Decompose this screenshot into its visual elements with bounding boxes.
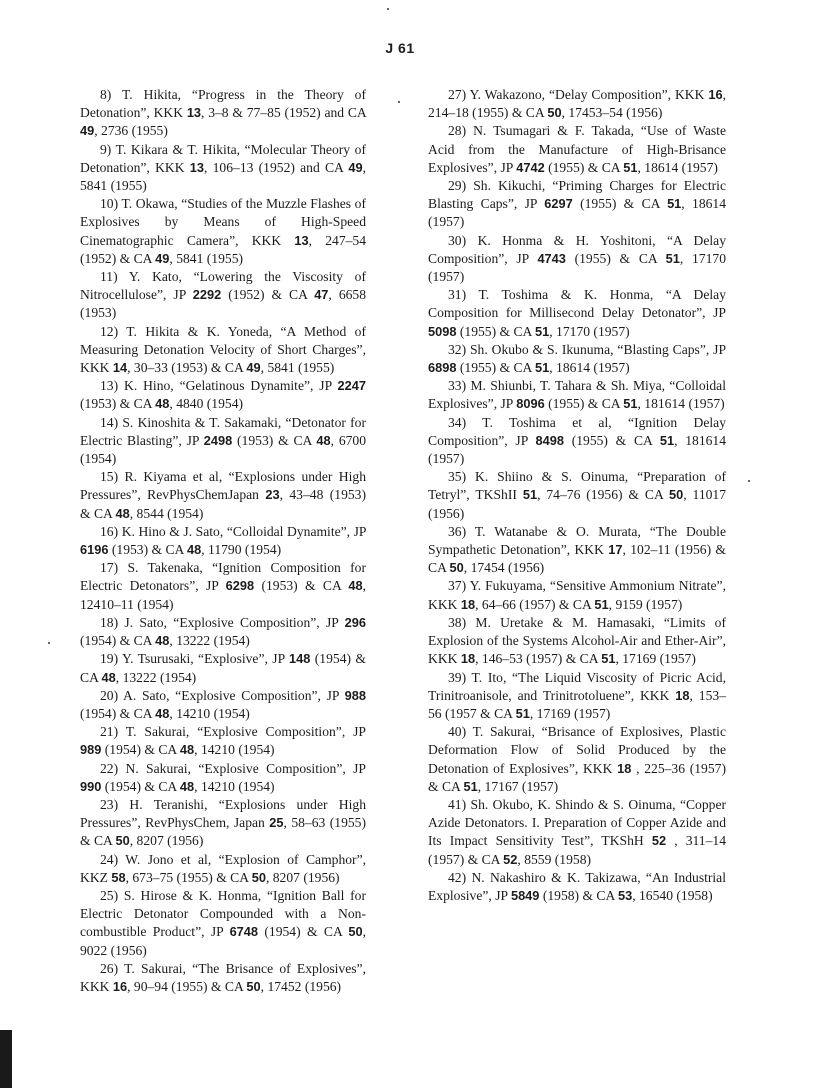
reference-text: 41) Sh. Okubo, K. Shindo & S. Oinuma, “Copper Azide Detonators. I. Preparation of Copper Azide and Its Impact Sensitivity Test”, TKShH <box>428 796 726 849</box>
volume-number: 296 <box>344 614 366 630</box>
reference-text: , 214–18 (1955) & CA <box>428 87 726 121</box>
reference-text: 36) T. Watanabe & O. Murata, “The Double Sympathetic Detonation”, KKK <box>428 523 726 558</box>
reference-text: , 11017 (1956) <box>428 487 727 521</box>
reference-text: , 16540 (1958) <box>632 887 713 903</box>
reference-text: , 17454 (1956) <box>463 560 545 576</box>
reference-entry <box>80 141 366 196</box>
reference-text: , 8207 (1956) <box>129 833 204 849</box>
volume-number: 50 <box>115 833 130 849</box>
volume-number: 8096 <box>516 396 545 412</box>
volume-number: 2292 <box>192 287 222 303</box>
reference-text: 24) W. Jono et al, “Explosion of Camphor”, KKZ <box>80 851 366 885</box>
reference-text: , 153–56 (1957 & CA <box>428 687 726 721</box>
reference-text: , 8207 (1956) <box>265 869 340 885</box>
reference-entry <box>80 650 366 686</box>
reference-text: 31) T. Toshima & K. Honma, “A Delay Composition for Millisecond Delay Detonator”, JP <box>428 287 726 321</box>
reference-entry <box>80 559 366 614</box>
reference-entry <box>80 851 366 887</box>
volume-number: 48 <box>155 396 170 412</box>
reference-text: 40) T. Sakurai, “Brisance of Explosives, Plastic Deformation Flow of Solid Produced by the Detonation of Explosives”, KKK <box>428 724 726 776</box>
reference-text: , 146–53 (1957) & CA <box>475 651 602 667</box>
reference-entry <box>428 286 726 341</box>
reference-text: 11) Y. Kato, “Lowering the Viscosity of Nitrocellulose”, JP <box>80 269 366 303</box>
volume-number: 51 <box>535 323 550 339</box>
reference-text: , 64–66 (1957) & CA <box>475 596 595 612</box>
reference-text: (1955) & CA <box>456 323 536 339</box>
volume-number: 51 <box>601 651 616 667</box>
reference-text: 21) T. Sakurai, “Explosive Composition”, JP <box>100 724 366 740</box>
scan-speck <box>748 480 750 482</box>
reference-text: , 18614 (1957) <box>549 360 630 376</box>
volume-number: 6196 <box>80 542 109 558</box>
reference-entry <box>80 414 366 469</box>
reference-entry <box>80 960 366 996</box>
reference-text: , 14210 (1954) <box>169 705 250 721</box>
reference-text: , 74–76 (1956) & CA <box>537 487 669 503</box>
reference-text: 37) Y. Fukuyama, “Sensitive Ammonium Nitrate”, KKK <box>428 578 726 612</box>
volume-number: 5098 <box>428 323 457 339</box>
reference-text: (1954) & CA <box>101 778 180 794</box>
references-right-column <box>428 86 726 905</box>
volume-number: 988 <box>344 687 366 703</box>
volume-number: 48 <box>348 578 363 594</box>
volume-number: 50 <box>668 487 684 503</box>
volume-number: 47 <box>314 287 329 303</box>
volume-number: 13 <box>294 232 309 248</box>
volume-number: 48 <box>179 742 195 758</box>
reference-text: 9) T. Kikara & T. Hikita, “Molecular Theory of Detonation”, KKK <box>80 141 366 175</box>
reference-entry <box>80 523 366 559</box>
reference-text: 32) Sh. Okubo & S. Ikunuma, “Blasting Caps”, JP <box>448 341 726 357</box>
volume-number: 51 <box>535 360 550 376</box>
reference-entry <box>80 268 366 323</box>
reference-text: , 30–33 (1953) & CA <box>127 360 247 376</box>
reference-text: , 12410–11 (1954) <box>80 578 366 612</box>
reference-text: 30) K. Honma & H. Yoshitoni, “A Delay Composition”, JP <box>428 232 726 266</box>
reference-text: 25) S. Hirose & K. Honma, “Ignition Ball for Electric Detonator Compounded with a Non-combustible Product”, JP <box>80 887 366 940</box>
volume-number: 4743 <box>537 250 566 266</box>
volume-number: 18 <box>460 596 476 612</box>
volume-number: 148 <box>289 651 311 667</box>
volume-number: 4742 <box>516 159 545 175</box>
reference-text: , 3–8 & 77–85 (1952) and CA <box>201 105 366 121</box>
reference-entry <box>428 723 726 796</box>
reference-entry <box>428 414 726 469</box>
reference-entry <box>80 195 366 268</box>
reference-text: , 247–54 (1952) & CA <box>80 232 367 266</box>
reference-text: , 9022 (1956) <box>80 924 366 958</box>
volume-number: 48 <box>187 542 202 558</box>
reference-text: (1954) & CA <box>101 742 180 758</box>
volume-number: 58 <box>111 869 126 885</box>
reference-text: 13) K. Hino, “Gelatinous Dynamite”, JP <box>100 378 338 394</box>
volume-number: 989 <box>80 742 102 758</box>
reference-text: 12) T. Hikita & K. Yoneda, “A Method of Measuring Detonation Velocity of Short Charges”, KKK <box>80 323 366 376</box>
reference-text: (1953) & CA <box>80 396 156 412</box>
volume-number: 16 <box>708 87 723 102</box>
reference-text: (1955) & CA <box>544 396 624 412</box>
reference-text: 35) K. Shiino & S. Oinuma, “Preparation of Tetryl”, TKShII <box>428 469 726 503</box>
reference-text: , 6700 (1954) <box>80 432 367 467</box>
volume-number: 50 <box>348 924 363 940</box>
reference-text: 14) S. Kinoshita & T. Sakamaki, “Detonator for Electric Blasting”, JP <box>80 414 366 448</box>
reference-text: , 11790 (1954) <box>201 542 282 558</box>
volume-number: 49 <box>348 159 363 175</box>
reference-text: , 17452 (1956) <box>260 978 342 994</box>
reference-text: , 13222 (1954) <box>115 669 197 685</box>
reference-entry <box>80 796 366 851</box>
reference-text: 42) N. Nakashiro & K. Takizawa, “An Industrial Explosive”, JP <box>428 869 726 903</box>
reference-entry <box>428 232 726 287</box>
volume-number: 48 <box>316 432 331 448</box>
reference-entry <box>428 177 726 232</box>
reference-text: 18) J. Sato, “Explosive Composition”, JP <box>100 614 345 630</box>
reference-text: , 2736 (1955) <box>94 123 168 139</box>
reference-text: 15) R. Kiyama et al, “Explosions under High Pressures”, RevPhysChemJapan <box>80 469 366 503</box>
reference-text: 26) T. Sakurai, “The Brisance of Explosives”, KKK <box>80 960 366 994</box>
volume-number: 48 <box>155 705 170 721</box>
reference-entry <box>428 669 726 724</box>
volume-number: 5849 <box>510 887 540 903</box>
volume-number: 50 <box>246 978 261 994</box>
reference-entry <box>80 377 366 413</box>
reference-text: 27) Y. Wakazono, “Delay Composition”, KKK <box>448 87 709 102</box>
reference-text: 29) Sh. Kikuchi, “Priming Charges for Electric Blasting Caps”, JP <box>428 178 726 212</box>
volume-number: 48 <box>155 633 170 649</box>
reference-text: , 5841 (1955) <box>80 159 366 194</box>
volume-number: 51 <box>463 778 478 794</box>
volume-number: 23 <box>265 487 280 503</box>
reference-text: (1954) & CA <box>80 651 366 685</box>
volume-number: 6748 <box>229 924 259 940</box>
reference-text: (1952) & CA <box>221 287 315 303</box>
reference-text: , 5841 (1955) <box>169 250 244 266</box>
page-header: J 61 <box>385 40 415 56</box>
volume-number: 25 <box>269 815 284 831</box>
reference-text: (1954) & CA <box>258 924 349 940</box>
volume-number: 49 <box>246 360 261 376</box>
volume-number: 51 <box>667 196 682 212</box>
reference-text: , 8544 (1954) <box>129 505 204 521</box>
reference-text: 28) N. Tsumagari & F. Takada, “Use of Waste Acid from the Manufacture of High-Brisance Explosives”, JP <box>428 123 726 175</box>
reference-text: , 4840 (1954) <box>169 396 244 412</box>
volume-number: 50 <box>449 560 464 576</box>
volume-number: 51 <box>623 396 638 412</box>
volume-number: 48 <box>179 778 195 794</box>
volume-number: 48 <box>101 669 116 685</box>
reference-entry <box>428 377 726 413</box>
reference-text: , 14210 (1954) <box>194 778 275 794</box>
reference-text: 8) T. Hikita, “Progress in the Theory of Detonation”, KKK <box>80 87 366 121</box>
volume-number: 6298 <box>225 578 255 594</box>
volume-number: 48 <box>115 505 130 521</box>
reference-text: , 43–48 (1953) & CA <box>80 487 366 521</box>
references-left-column <box>80 86 366 996</box>
reference-text: (1954) & CA <box>80 633 156 649</box>
volume-number: 17 <box>608 542 623 558</box>
reference-text: , 13222 (1954) <box>169 633 250 649</box>
reference-text: 34) T. Toshima et al, “Ignition Delay Composition”, JP <box>428 414 726 448</box>
reference-text: , 14210 (1954) <box>194 742 275 758</box>
reference-entry <box>428 341 726 377</box>
reference-text: (1955) & CA <box>456 360 536 376</box>
volume-number: 49 <box>80 123 95 139</box>
scan-edge-bar <box>0 1030 12 1088</box>
reference-text: , 17169 (1957) <box>615 651 696 667</box>
volume-number: 2498 <box>203 432 233 448</box>
reference-text: 38) M. Uretake & M. Hamasaki, “Limits of Explosion of the Systems Alcohol-Air and Ether-Air”, KKK <box>428 614 726 667</box>
volume-number: 51 <box>665 250 680 266</box>
reference-text: (1953) & CA <box>232 432 317 448</box>
reference-text: , 102–11 (1956) & CA <box>428 542 727 576</box>
reference-text: , 181614 (1957) <box>428 432 727 467</box>
reference-text: , 17170 (1957) <box>428 250 726 285</box>
reference-entry <box>428 468 726 523</box>
reference-entry <box>428 577 726 613</box>
reference-text: , 90–94 (1955) & CA <box>127 978 247 994</box>
volume-number: 51 <box>623 159 638 175</box>
scan-speck <box>48 642 50 644</box>
volume-number: 52 <box>651 833 667 849</box>
volume-number: 13 <box>186 105 202 121</box>
reference-text: , 181614 (1957) <box>637 396 725 412</box>
reference-text: , 9159 (1957) <box>608 596 683 612</box>
reference-text: 16) K. Hino & J. Sato, “Colloidal Dynamite”, JP <box>100 523 366 539</box>
volume-number: 990 <box>80 778 102 794</box>
volume-number: 6898 <box>428 360 457 376</box>
reference-text: 22) N. Sakurai, “Explosive Composition”, JP <box>100 760 366 776</box>
reference-entry <box>428 869 726 905</box>
reference-entry <box>80 614 366 650</box>
reference-text: , 17453–54 (1956) <box>561 105 663 121</box>
reference-entry <box>80 760 366 796</box>
reference-text: , 6658 (1953) <box>80 287 367 321</box>
reference-text: 19) Y. Tsurusaki, “Explosive”, JP <box>100 651 290 667</box>
reference-text: , 311–14 (1957) & CA <box>428 833 726 867</box>
reference-entry <box>80 887 366 960</box>
reference-text: , 17169 (1957) <box>529 705 611 721</box>
scan-speck <box>398 101 400 103</box>
volume-number: 51 <box>522 487 538 503</box>
volume-number: 52 <box>503 851 518 867</box>
reference-text: , 106–13 (1952) and CA <box>204 159 349 175</box>
reference-text: , 225–36 (1957) & CA <box>428 760 726 794</box>
volume-number: 49 <box>155 250 170 266</box>
volume-number: 2247 <box>337 378 366 394</box>
reference-entry <box>428 523 726 578</box>
reference-text: , 8559 (1958) <box>517 851 592 867</box>
reference-text: 10) T. Okawa, “Studies of the Muzzle Flashes of Explosives by Means of High-Speed Cinematographic Camera”, KKK <box>80 196 366 248</box>
reference-text: (1953) & CA <box>254 578 349 594</box>
reference-text: (1955) & CA <box>572 196 668 212</box>
reference-text: 23) H. Teranishi, “Explosions under High Pressures”, RevPhysChem, Japan <box>80 796 366 831</box>
reference-text: 20) A. Sato, “Explosive Composition”, JP <box>100 687 345 703</box>
reference-entry <box>80 323 366 378</box>
scan-speck <box>387 8 389 10</box>
reference-text: (1954) & CA <box>80 705 156 721</box>
reference-text: (1955) & CA <box>565 250 666 266</box>
volume-number: 51 <box>594 596 609 612</box>
reference-entry <box>80 468 366 523</box>
volume-number: 6297 <box>544 196 573 212</box>
reference-entry <box>428 86 726 122</box>
reference-entry <box>80 687 366 723</box>
reference-text: , 5841 (1955) <box>260 360 335 376</box>
reference-text: (1958) & CA <box>539 887 618 903</box>
reference-entry <box>428 122 726 177</box>
reference-text: 39) T. Ito, “The Liquid Viscosity of Picric Acid, Trinitroanisole, and Trinitrotoluene”, KKK <box>428 669 726 703</box>
volume-number: 18 <box>675 687 690 703</box>
reference-text: , 673–75 (1955) & CA <box>125 869 252 885</box>
reference-text: , 17167 (1957) <box>477 778 559 794</box>
volume-number: 50 <box>547 105 562 121</box>
volume-number: 16 <box>112 978 128 994</box>
reference-entry <box>428 796 726 869</box>
volume-number: 18 <box>617 760 632 776</box>
volume-number: 13 <box>189 159 204 175</box>
volume-number: 50 <box>251 869 266 885</box>
reference-text: (1955) & CA <box>563 432 660 448</box>
reference-text: , 18614 (1957) <box>637 159 718 175</box>
volume-number: 51 <box>515 705 530 721</box>
reference-text: (1953) & CA <box>108 542 188 558</box>
volume-number: 18 <box>460 651 476 667</box>
volume-number: 14 <box>112 360 128 376</box>
reference-text: , 17170 (1957) <box>549 323 630 339</box>
reference-text: 33) M. Shiunbi, T. Tahara & Sh. Miya, “Colloidal Explosives”, JP <box>428 378 726 412</box>
reference-text: , 18614 (1957) <box>428 196 727 230</box>
reference-text: (1955) & CA <box>544 159 624 175</box>
volume-number: 8498 <box>535 432 564 448</box>
reference-text: , 58–63 (1955) & CA <box>80 815 367 849</box>
reference-entry <box>80 723 366 759</box>
volume-number: 53 <box>617 887 633 903</box>
volume-number: 51 <box>659 432 675 448</box>
reference-text: 17) S. Takenaka, “Ignition Composition for Electric Detonators”, JP <box>80 560 366 594</box>
reference-entry <box>428 614 726 669</box>
reference-entry <box>80 86 366 141</box>
